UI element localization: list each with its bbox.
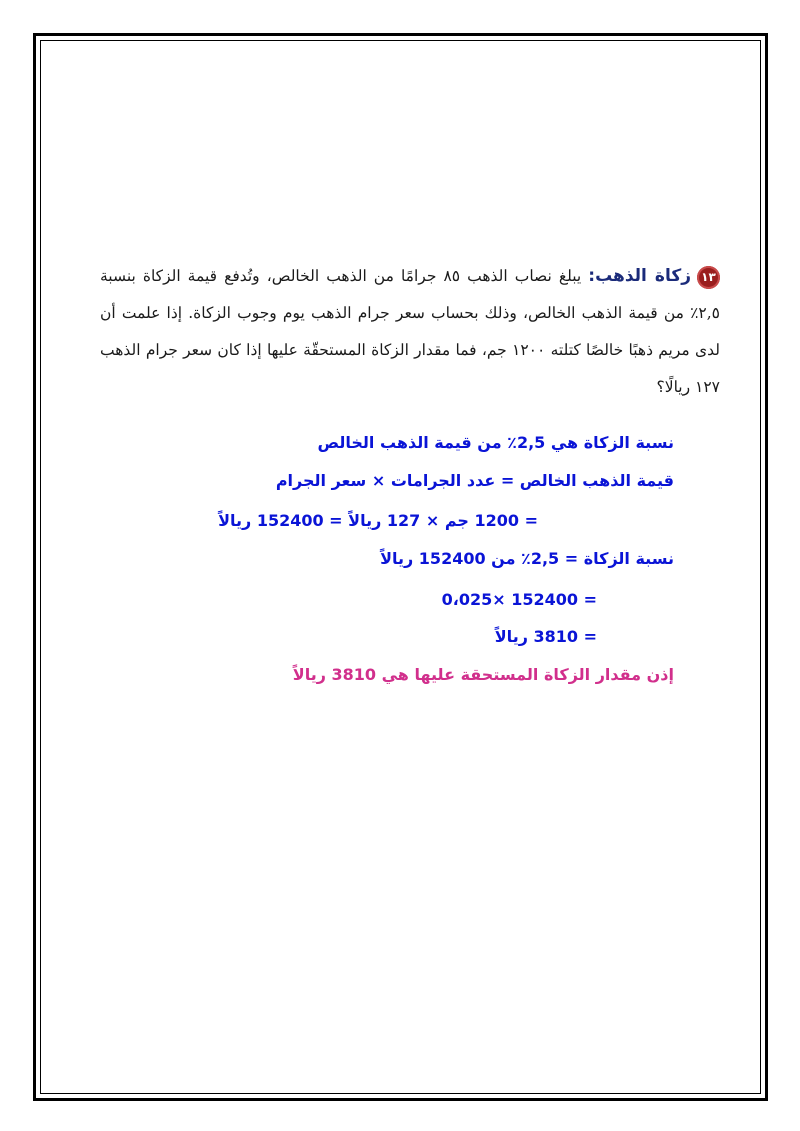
solution-line-4: نسبة الزكاة = 2,5٪ من 152400 ريالاً — [380, 549, 674, 568]
solution-conclusion: إذن مقدار الزكاة المستحقة عليها هي 3810 ريالاً — [292, 665, 674, 684]
problem-number-badge: ١٣ — [697, 266, 720, 289]
solution-line-5: = 152400 ×0،025 — [441, 590, 597, 609]
problem-text: يبلغ نصاب الذهب ٨٥ جرامًا من الذهب الخالص، وتُدفع قيمة الزكاة بنسبة ٢,٥٪ من قيمة الذهب الخالص، وذلك بحساب سعر جرام الذهب يوم وجوب الزكاة. إذا علمت أن لدى مريم ذهبًا خالصًا كتلته ١٢٠٠ جم، فما مقدار الزكاة المستحقّة عليها إذا كان سعر جرام الذهب ١٢٧ ريالًا؟ — [100, 267, 720, 396]
solution-line-3: = 1200 جم × 127 ريالاً = 152400 ريالاً — [218, 511, 538, 530]
solution-line-1: نسبة الزكاة هي 2,5٪ من قيمة الذهب الخالص — [317, 433, 674, 452]
solution-line-2: قيمة الذهب الخالص = عدد الجرامات × سعر الجرام — [275, 471, 674, 490]
problem-title: زكاة الذهب: — [588, 266, 691, 286]
problem-statement — [100, 258, 720, 406]
solution-line-6: = 3810 ريالاً — [494, 627, 597, 646]
